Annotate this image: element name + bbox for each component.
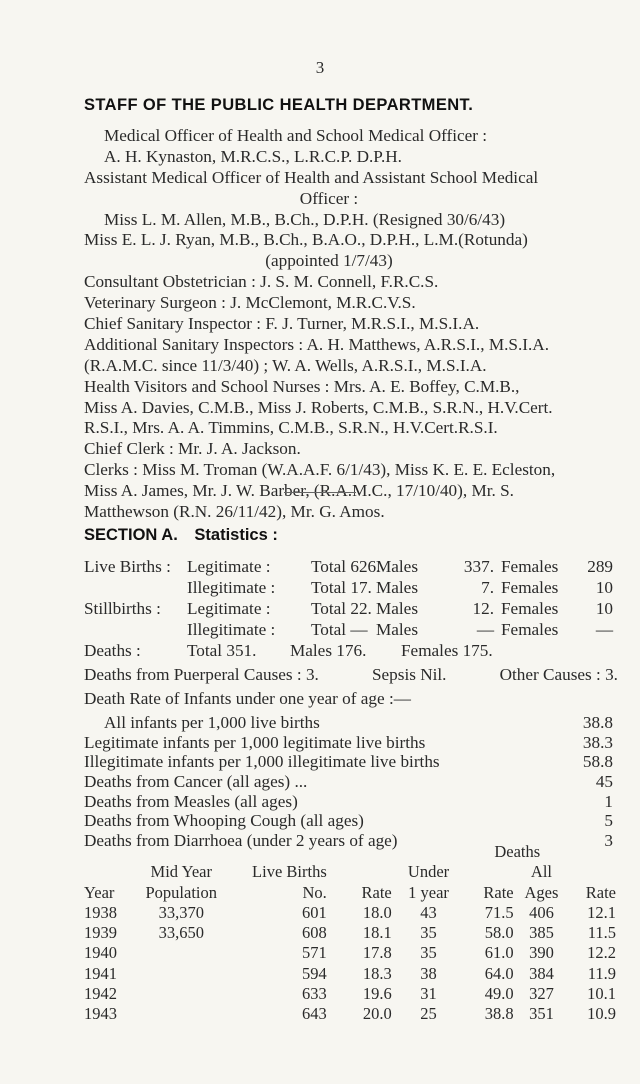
- infant-death-rate-heading: Death Rate of Infants under one year of age :—: [84, 689, 411, 708]
- table-cell: 61.0: [484, 943, 514, 963]
- staff-line: A. H. Kynaston, M.R.C.S., L.R.C.P. D.P.H.: [104, 146, 402, 166]
- table-cell: 20.0: [362, 1004, 392, 1024]
- table-cell: 35: [420, 923, 437, 943]
- table-cell: 1943: [84, 1004, 117, 1024]
- table-cell: 11.5: [587, 923, 616, 943]
- table-cell: 1938: [84, 902, 117, 922]
- table-cell: 31: [420, 984, 437, 1004]
- rate-label: Deaths from Diarrhoea (under 2 years of age): [84, 831, 398, 851]
- table-cell: [134, 943, 228, 963]
- table-cell: 18.1: [362, 923, 392, 943]
- rate-row: [84, 792, 613, 812]
- row-total: Total —: [311, 620, 368, 639]
- table-cell: 33,370: [158, 902, 204, 922]
- staff-line: (R.A.M.C. since 11/3/40) ; W. A. Wells, A.R.S.I., M.S.I.A.: [84, 355, 487, 375]
- page-heading: STAFF OF THE PUBLIC HEALTH DEPARTMENT.: [84, 96, 474, 114]
- births-row: [84, 619, 614, 640]
- females-count: 289: [587, 557, 613, 576]
- table-cell: 64.0: [484, 963, 514, 983]
- row-type: Illegitimate :: [187, 578, 276, 597]
- table-cell: 18.3: [362, 963, 392, 983]
- divider: [284, 492, 356, 493]
- table-cell: 19.6: [362, 984, 392, 1004]
- males-count: 337.: [463, 557, 494, 576]
- males-label: Males: [376, 599, 419, 618]
- column-header-top: All: [530, 862, 552, 882]
- row-type: Illegitimate :: [187, 620, 276, 639]
- rate-value: 1: [604, 791, 613, 811]
- column-header: 1 year: [408, 882, 449, 902]
- staff-line: Miss A. Davies, C.M.B., Miss J. Roberts, C.M.B., S.R.N., H.V.Cert.: [84, 397, 553, 417]
- rates-list: [84, 713, 613, 851]
- deaths-males: Males 176.: [290, 641, 367, 660]
- staff-line: Veterinary Surgeon : J. McClemont, M.R.C.V.S.: [84, 293, 416, 313]
- rate-row: [84, 811, 613, 831]
- table-row: [84, 964, 616, 984]
- table-cell: 17.8: [362, 943, 392, 963]
- rate-label: Deaths from Cancer (all ages) ...: [84, 772, 308, 792]
- table-row: [84, 943, 616, 963]
- rate-value: 5: [604, 811, 613, 831]
- column-header: No.: [302, 882, 327, 902]
- table-cell: 1939: [84, 923, 117, 943]
- table-cell: 643: [302, 1004, 327, 1024]
- staff-line: Clerks : Miss M. Troman (W.A.A.F. 6/1/43), Miss K. E. E. Ecleston,: [84, 460, 556, 480]
- staff-line: Officer :: [299, 188, 359, 208]
- staff-line: R.S.I., Mrs. A. A. Timmins, C.M.B., S.R.N., H.V.Cert.R.S.I.: [84, 418, 498, 438]
- staff-list: [84, 126, 574, 523]
- males-count: 7.: [481, 578, 494, 597]
- column-header-top: Live Births: [252, 862, 327, 882]
- column-header-top: [84, 862, 134, 882]
- table-cell: 1940: [84, 943, 117, 963]
- table-cell: 38.8: [484, 1004, 514, 1024]
- births-table: [84, 556, 614, 640]
- puerperal-line: [84, 665, 618, 685]
- females-label: Females: [501, 599, 559, 618]
- rate-value: 38.8: [582, 713, 613, 732]
- rate-row: [84, 733, 613, 753]
- staff-line: (appointed 1/7/43): [265, 251, 393, 271]
- table-cell: 633: [302, 984, 327, 1004]
- rate-label: Deaths from Measles (all ages): [84, 791, 298, 811]
- column-header: Population: [145, 882, 218, 902]
- section-title: Statistics :: [194, 526, 278, 544]
- table-cell: [134, 984, 228, 1004]
- rate-value: 38.3: [582, 732, 613, 752]
- table-cell: 71.5: [484, 902, 514, 922]
- table-cell: 43: [420, 902, 437, 922]
- table-cell: 10.1: [587, 984, 616, 1004]
- table-cell: 11.9: [587, 963, 616, 983]
- table-cell: 608: [302, 923, 327, 943]
- table-row: [84, 903, 616, 923]
- table-cell: 594: [302, 963, 327, 983]
- staff-line: Consultant Obstetrician : J. S. M. Connell, F.R.C.S.: [84, 272, 439, 292]
- table-cell: 385: [529, 923, 554, 943]
- rate-label: Legitimate infants per 1,000 legitimate live births: [84, 732, 426, 752]
- births-row: [84, 577, 614, 598]
- rate-label: Deaths from Whooping Cough (all ages): [84, 811, 364, 831]
- table-cell: 33,650: [158, 923, 204, 943]
- staff-line: Additional Sanitary Inspectors : A. H. Matthews, A.R.S.I., M.S.I.A.: [84, 334, 549, 354]
- column-header: Ages: [524, 882, 559, 902]
- row-total: Total 17.: [311, 578, 372, 597]
- column-header-top: [569, 862, 616, 882]
- row-total: Total 626.: [311, 557, 381, 576]
- other-causes: Other Causes : 3.: [499, 665, 618, 684]
- table-cell: 390: [529, 943, 554, 963]
- table-row: [84, 1004, 616, 1024]
- staff-line: Chief Sanitary Inspector : F. J. Turner, M.R.S.I., M.S.I.A.: [84, 314, 480, 334]
- table-cell: 35: [420, 943, 437, 963]
- table-cell: 12.1: [587, 902, 616, 922]
- row-type: Legitimate :: [187, 599, 271, 618]
- puerperal-causes: Deaths from Puerperal Causes : 3.: [84, 665, 319, 684]
- staff-line: Miss L. M. Allen, M.B., B.Ch., D.P.H. (Resigned 30/6/43): [104, 209, 506, 229]
- row-group: Stillbirths :: [84, 599, 161, 618]
- rate-row: [84, 772, 613, 792]
- deaths-females: Females 175.: [401, 641, 493, 660]
- table-cell: [134, 1004, 228, 1024]
- females-count: 10: [595, 599, 613, 618]
- females-count: 10: [595, 578, 613, 597]
- table-cell: 351: [529, 1004, 554, 1024]
- deaths-total: Total 351.: [187, 641, 257, 660]
- table-cell: 25: [420, 1004, 437, 1024]
- section-heading: [84, 526, 278, 545]
- column-header-top: [465, 862, 513, 882]
- deaths-label: Deaths :: [84, 641, 141, 660]
- males-count: —: [476, 620, 494, 639]
- males-label: Males: [376, 620, 419, 639]
- row-total: Total 22.: [311, 599, 372, 618]
- table-cell: 1941: [84, 963, 117, 983]
- staff-line: Chief Clerk : Mr. J. A. Jackson.: [84, 439, 301, 459]
- males-label: Males: [376, 557, 419, 576]
- staff-line: Medical Officer of Health and School Medical Officer :: [104, 126, 488, 145]
- table-cell: 18.0: [362, 902, 392, 922]
- column-header: Rate: [483, 882, 514, 902]
- females-label: Females: [501, 578, 559, 597]
- table-cell: 10.9: [587, 1004, 616, 1024]
- table-cell: 58.0: [484, 923, 514, 943]
- table-cell: 1942: [84, 984, 117, 1004]
- section-label: SECTION A.: [84, 526, 178, 544]
- table-cell: 406: [529, 902, 554, 922]
- staff-line: Miss A. James, Mr. J. W. Barber, (R.A.M.C., 17/10/40), Mr. S.: [84, 481, 514, 501]
- males-label: Males: [376, 578, 419, 597]
- births-row: [84, 598, 614, 619]
- table-cell: [134, 964, 228, 984]
- column-header: Year: [84, 882, 115, 902]
- rate-row: [84, 752, 613, 772]
- page-number: 3: [315, 58, 325, 77]
- column-header: Rate: [585, 882, 616, 902]
- staff-line: Miss E. L. J. Ryan, M.B., B.Ch., B.A.O., D.P.H., L.M.(Rotunda): [84, 230, 528, 250]
- table-cell: 327: [529, 984, 554, 1004]
- column-header: Rate: [361, 882, 392, 902]
- sepsis: Sepsis Nil.: [371, 665, 447, 684]
- table-row: [84, 984, 616, 1004]
- table-cell: 571: [302, 943, 327, 963]
- females-label: Females: [501, 557, 559, 576]
- rate-value: 45: [595, 772, 613, 792]
- column-header-top: Mid Year: [150, 862, 212, 882]
- table-row: [84, 923, 616, 943]
- staff-line: Assistant Medical Officer of Health and Assistant School Medical: [84, 167, 539, 187]
- rate-value: 3: [604, 831, 613, 851]
- table-cell: 384: [529, 963, 554, 983]
- rate-label: All infants per 1,000 live births: [104, 713, 320, 732]
- yearly-statistics-table: [84, 842, 616, 1025]
- rate-value: 58.8: [582, 752, 613, 772]
- females-count: —: [595, 620, 613, 639]
- males-count: 12.: [472, 599, 494, 618]
- deaths-header: Deaths: [494, 842, 541, 861]
- row-type: Legitimate :: [187, 557, 271, 576]
- table-cell: 12.2: [587, 943, 616, 963]
- rate-row: [84, 713, 613, 733]
- column-header-top: [327, 862, 392, 882]
- rate-label: Illegitimate infants per 1,000 illegitimate live births: [84, 752, 440, 772]
- table-cell: 38: [420, 963, 437, 983]
- table-cell: 49.0: [484, 984, 514, 1004]
- females-label: Females: [501, 620, 559, 639]
- row-group: Live Births :: [84, 557, 171, 576]
- births-row: [84, 556, 614, 577]
- column-header-top: Under: [407, 862, 450, 882]
- staff-line: Matthewson (R.N. 26/11/42), Mr. G. Amos.: [84, 502, 385, 522]
- table-cell: 601: [302, 902, 327, 922]
- staff-line: Health Visitors and School Nurses : Mrs. A. E. Boffey, C.M.B.,: [84, 376, 520, 396]
